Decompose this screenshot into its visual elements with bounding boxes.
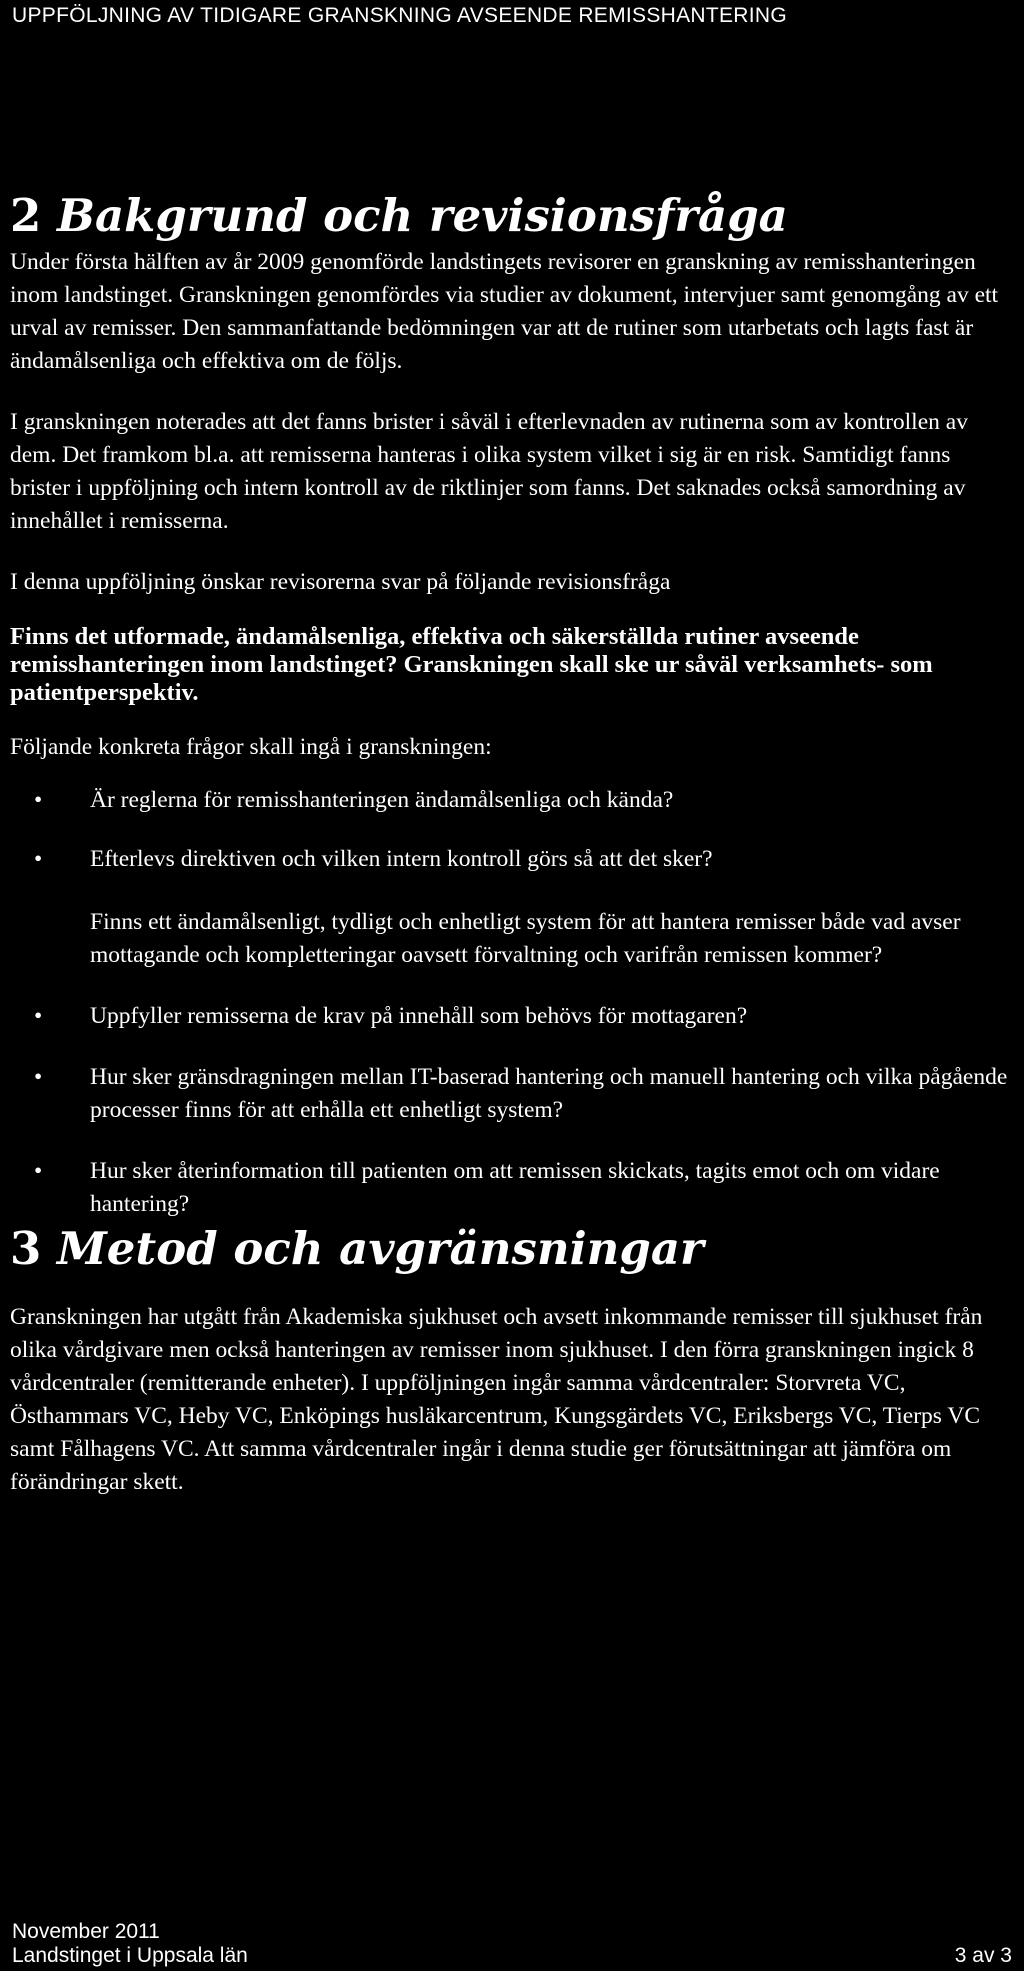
- indented-paragraph: Finns ett ändamålsenligt, tydligt och enhetligt system för att hantera remisser både vad avser mottagande och kompletteringar oavsett förvaltning och varifrån remissen kommer?: [90, 909, 961, 968]
- question-list: [10, 784, 1010, 876]
- list-item: [10, 843, 1010, 876]
- findings-paragraph: I granskningen noterades att det fanns brister i såväl i efterlevnaden av rutinerna som av kontrollen av dem. Det framkom bl.a. att remisserna hanteras i olika system vilket i sig är en risk. Samtidigt fanns brister i uppföljning och intern kontroll av de riktlinjer som fanns. Det saknades också samordning av innehållet i remisserna.: [10, 409, 968, 534]
- question-list-continued: [10, 1000, 1010, 1221]
- section-3-heading: [10, 1221, 1010, 1277]
- bullet-icon: •: [34, 1003, 43, 1029]
- list-item: [10, 784, 1010, 817]
- revision-question-intro: I denna uppföljning önskar revisorerna svar på följande revisionsfråga: [10, 569, 671, 595]
- question-text: Uppfyller remisserna de krav på innehåll som behövs för mottagaren?: [90, 1003, 748, 1029]
- section-2-heading: [10, 188, 1010, 244]
- background-paragraph: Under första hälften av år 2009 genomförde landstingets revisorer en granskning av remisshanteringen inom landstinget. Granskningen genomfördes via studier av dokument, intervjuer samt genomgång av ett urval av remisser. Den sammanfattande bedömningen var att de rutiner som utarbetats och lagts fast är ändamålsenliga och effektiva om de följs.: [10, 249, 999, 374]
- method-paragraph: Granskningen har utgått från Akademiska sjukhuset och avsett inkommande remisser till sjukhuset från olika vårdgivare men också hanteringen av remisser inom sjukhuset. I den förra granskningen ingick 8 vårdcentraler (remitterande enheter). I uppföljningen ingår samma vårdcentraler: Storvreta VC, Östhammars VC, Heby VC, Enköpings husläkarcentrum, Kungsgärdets VC, Eriksbergs VC, Tierps VC samt Fålhagens VC. Att samma vårdcentraler ingår i denna studie ger förutsättningar att jämföra om förändringar skett.: [10, 1304, 983, 1495]
- revision-question: Finns det utformade, ändamålsenliga, effektiva och säkerställda rutiner avseende remisshanteringen inom landstinget? Granskningen skall ske ur såväl verksamhets- som patientperspektiv.: [10, 623, 933, 706]
- question-text: Hur sker återinformation till patienten om att remissen skickats, tagits emot och om vidare hantering?: [90, 1158, 940, 1217]
- page-number: 3 av 3: [954, 1944, 1012, 1967]
- question-text: Är reglerna för remisshanteringen ändamålsenliga och kända?: [90, 787, 674, 813]
- section-title: Bakgrund och revisionsfråga: [56, 189, 788, 242]
- question-text: Efterlevs direktiven och vilken intern kontroll görs så att det sker?: [90, 846, 713, 872]
- section-title: Metod och avgränsningar: [56, 1222, 704, 1275]
- section-number: 3: [10, 1222, 42, 1275]
- section-number: 2: [10, 189, 42, 242]
- page-footer: [12, 1920, 1012, 1968]
- footer-date: November 2011: [12, 1920, 160, 1943]
- page-content: [10, 188, 1010, 1499]
- list-item: [10, 1061, 1010, 1127]
- bullet-icon: •: [34, 787, 43, 813]
- list-item: [10, 1000, 1010, 1033]
- bullet-icon: •: [34, 846, 43, 872]
- questions-intro: Följande konkreta frågor skall ingå i granskningen:: [10, 734, 492, 760]
- list-item: [10, 1155, 1010, 1221]
- bullet-icon: •: [34, 1158, 43, 1184]
- question-text: Hur sker gränsdragningen mellan IT-baserad hantering och manuell hantering och vilka pågående processer finns för att erhålla ett enhetligt system?: [90, 1064, 1008, 1123]
- running-header: UPPFÖLJNING AV TIDIGARE GRANSKNING AVSEENDE REMISSHANTERING: [12, 4, 788, 27]
- bullet-icon: •: [34, 1064, 43, 1090]
- footer-organization: Landstinget i Uppsala län: [12, 1944, 248, 1967]
